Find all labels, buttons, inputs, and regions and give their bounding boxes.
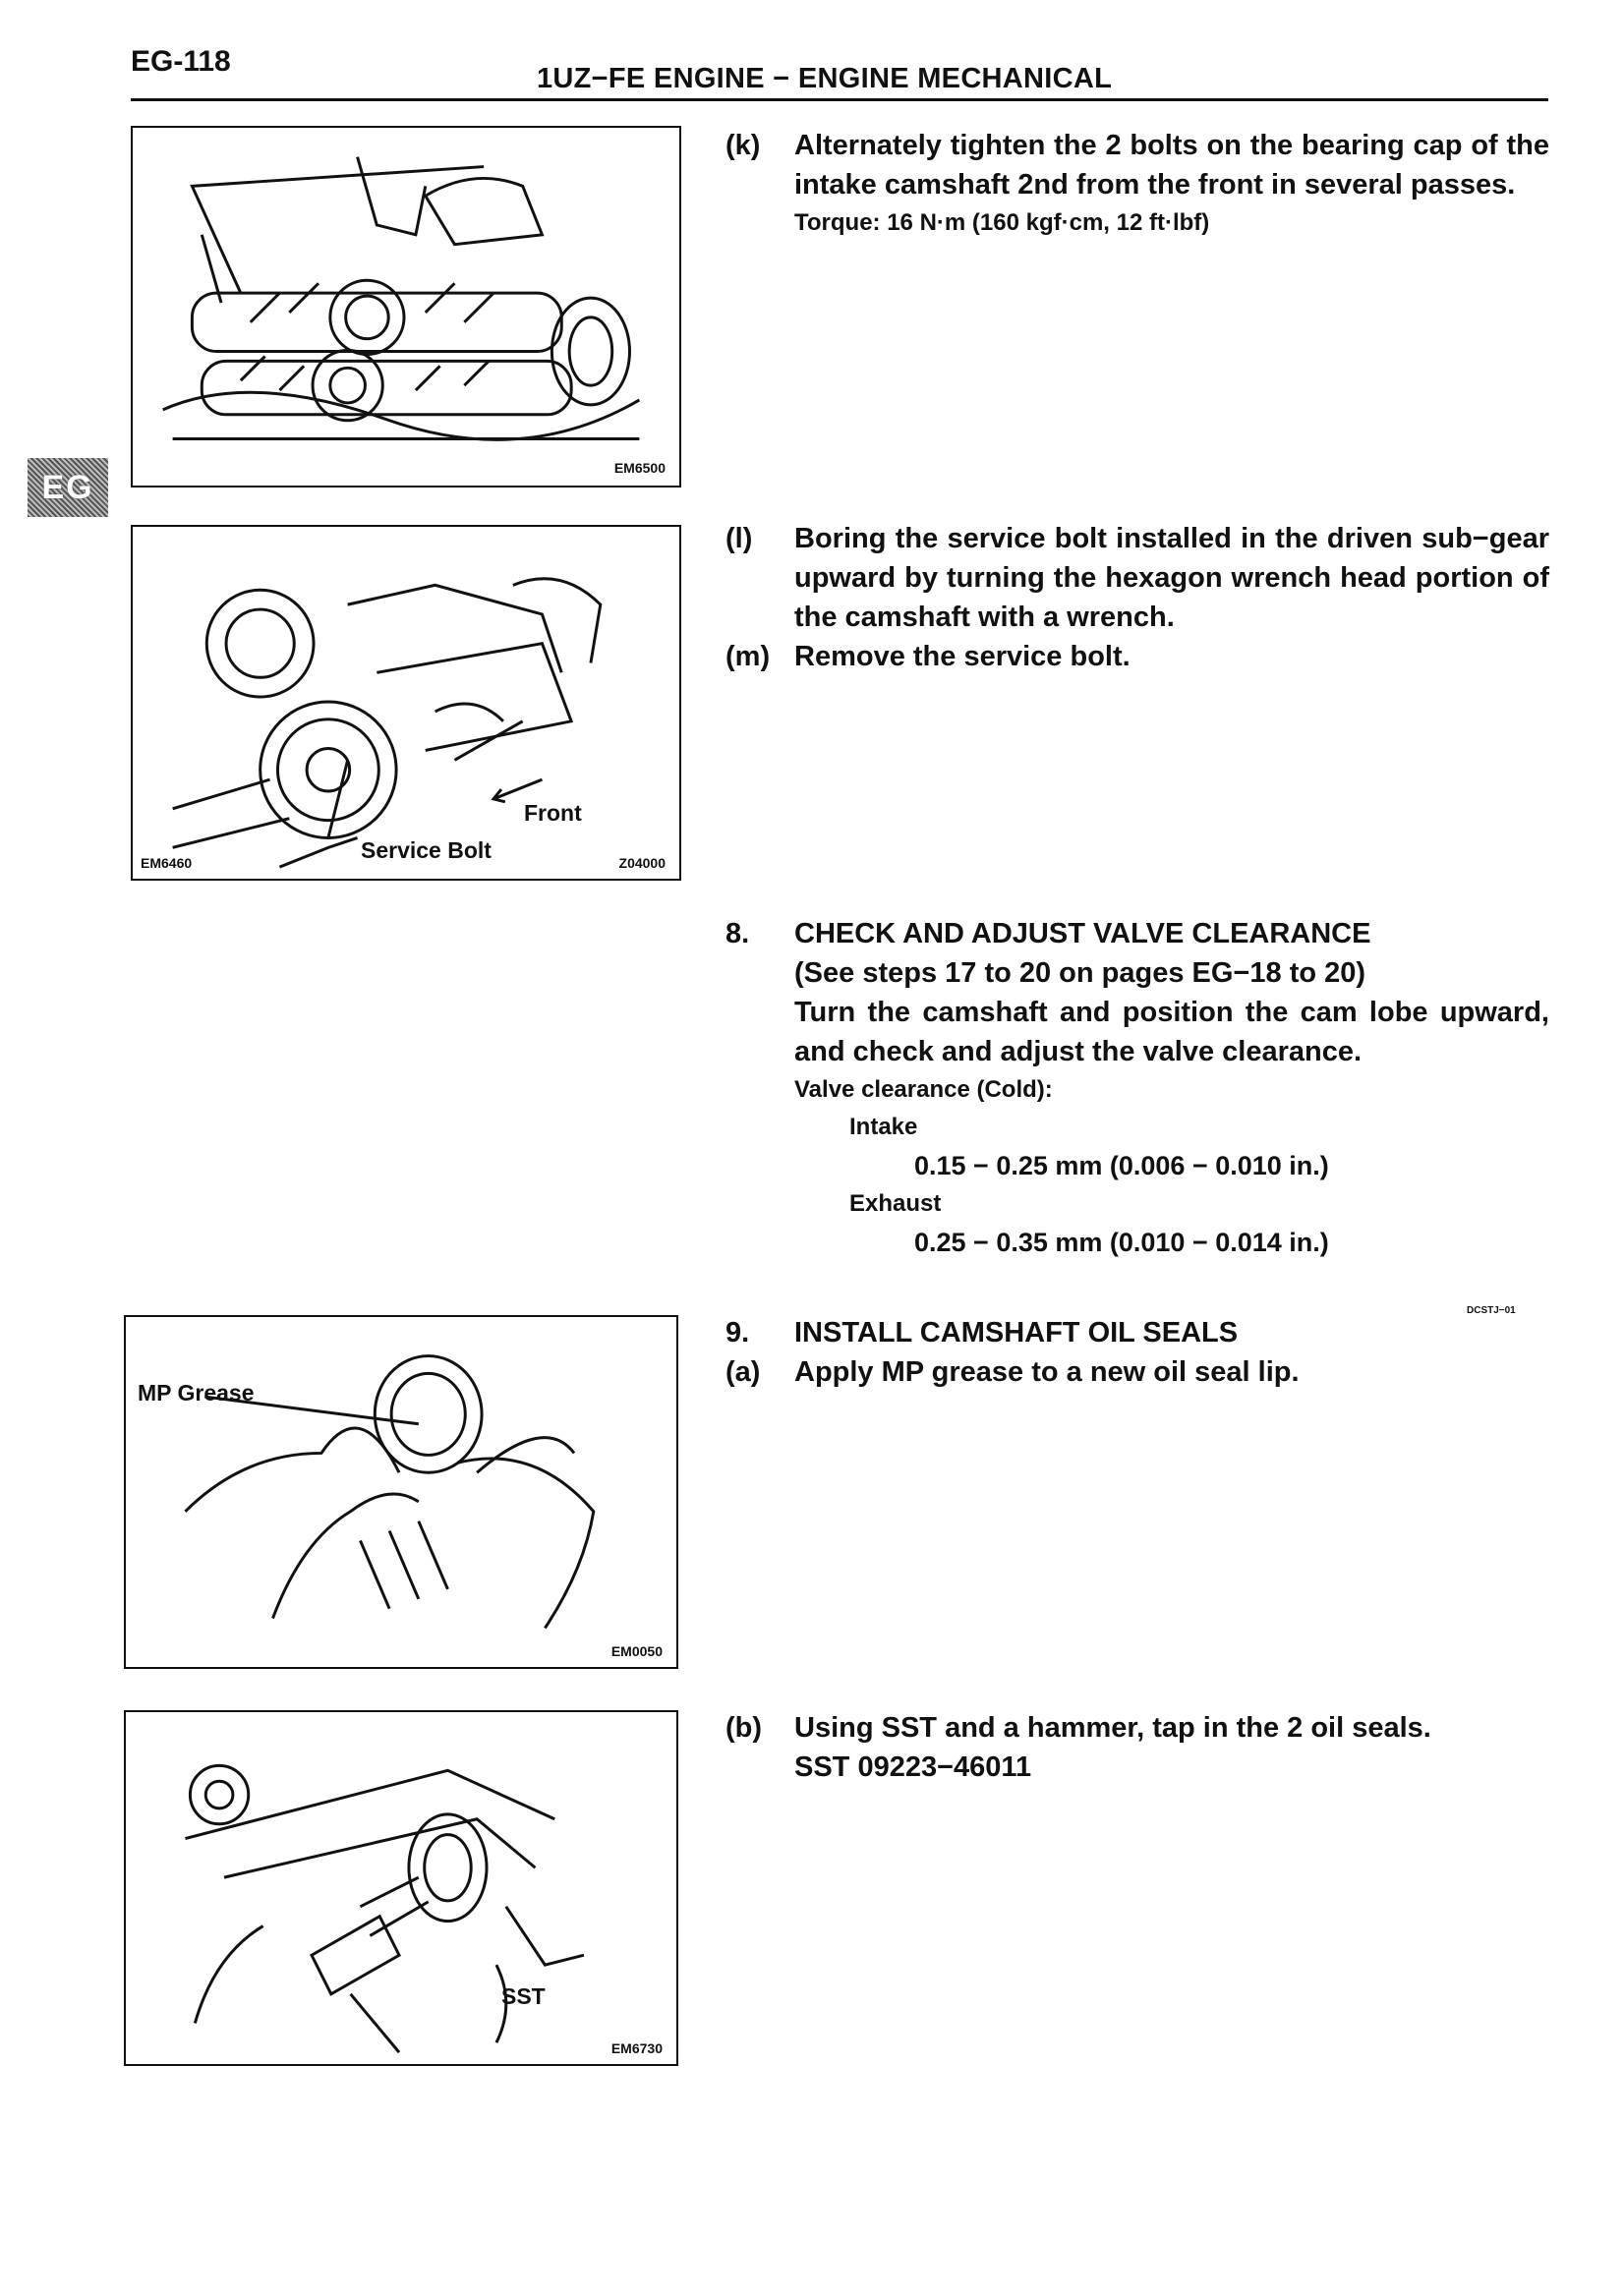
step-8-heading: CHECK AND ADJUST VALVE CLEARANCE	[794, 918, 1371, 949]
step-9	[725, 1313, 1549, 1392]
step-a-marker: (a)	[725, 1356, 761, 1388]
figure-sst-install	[124, 1710, 678, 2066]
valve-clearance-title: Valve clearance (Cold):	[794, 1076, 1053, 1103]
step-k-marker: (k)	[725, 130, 761, 161]
figure-service-bolt	[131, 525, 681, 881]
label-mp-grease: MP Grease	[138, 1380, 255, 1406]
step-m	[725, 637, 1549, 676]
step-a-text: Apply MP grease to a new oil seal lip.	[794, 1356, 1300, 1388]
step-l-marker: (l)	[725, 523, 753, 554]
figure-code: EM0050	[610, 1643, 663, 1659]
sst-install-illustration	[126, 1712, 676, 2064]
step-k-text: Alternately tighten the 2 bolts on the bearing cap of the intake camshaft 2nd from the front in several passes.	[794, 130, 1549, 201]
camshaft-torque-illustration	[133, 128, 679, 486]
mp-grease-illustration	[126, 1317, 676, 1667]
service-bolt-illustration	[133, 527, 679, 879]
step-b	[725, 1708, 1549, 1787]
label-service-bolt: Service Bolt	[361, 837, 492, 863]
step-l-text: Boring the service bolt installed in the driven sub−gear upward by turning the hexagon wrench head portion of the camshaft with a wrench.	[794, 523, 1549, 633]
step-8	[725, 914, 1549, 1262]
step-m-marker: (m)	[725, 641, 771, 672]
figure-mp-grease	[124, 1315, 678, 1669]
figure-code: EM6730	[610, 2040, 663, 2056]
figure-code-right: Z04000	[618, 855, 666, 871]
exhaust-value: 0.25 − 0.35 mm (0.010 − 0.014 in.)	[914, 1228, 1329, 1257]
section-tab	[28, 458, 108, 517]
sst-number: SST 09223−46011	[794, 1751, 1032, 1783]
step-9-marker: 9.	[725, 1317, 750, 1349]
step-8-marker: 8.	[725, 918, 750, 949]
step-k	[725, 126, 1549, 242]
figure-code: EM6500	[613, 460, 666, 476]
torque-spec: Torque: 16 N·m (160 kgf·cm, 12 ft·lbf)	[794, 209, 1210, 236]
label-sst: SST	[501, 1983, 546, 2009]
page-number: EG-118	[131, 45, 231, 78]
exhaust-label: Exhaust	[849, 1190, 942, 1217]
intake-label: Intake	[849, 1114, 918, 1140]
step-8-text: Turn the camshaft and position the cam lobe upward, and check and adjust the valve clearance.	[794, 997, 1549, 1067]
header-rule	[131, 98, 1548, 101]
running-title: 1UZ−FE ENGINE − ENGINE MECHANICAL	[537, 63, 1113, 94]
figure-code-left: EM6460	[141, 855, 193, 871]
step-b-marker: (b)	[725, 1712, 763, 1744]
step-m-text: Remove the service bolt.	[794, 641, 1131, 672]
step-9-heading: INSTALL CAMSHAFT OIL SEALS	[794, 1317, 1239, 1349]
step-l	[725, 519, 1549, 676]
step-b-text: Using SST and a hammer, tap in the 2 oil seals.	[794, 1712, 1431, 1744]
section-tab-label: EG	[41, 468, 94, 506]
step-8-reference: (See steps 17 to 20 on pages EG−18 to 20)	[794, 957, 1366, 989]
step-a	[725, 1352, 1549, 1392]
figure-camshaft-torque	[131, 126, 681, 488]
section-code: DCSTJ−01	[1467, 1305, 1516, 1316]
intake-value: 0.15 − 0.25 mm (0.006 − 0.010 in.)	[914, 1151, 1329, 1180]
label-front: Front	[524, 800, 582, 826]
